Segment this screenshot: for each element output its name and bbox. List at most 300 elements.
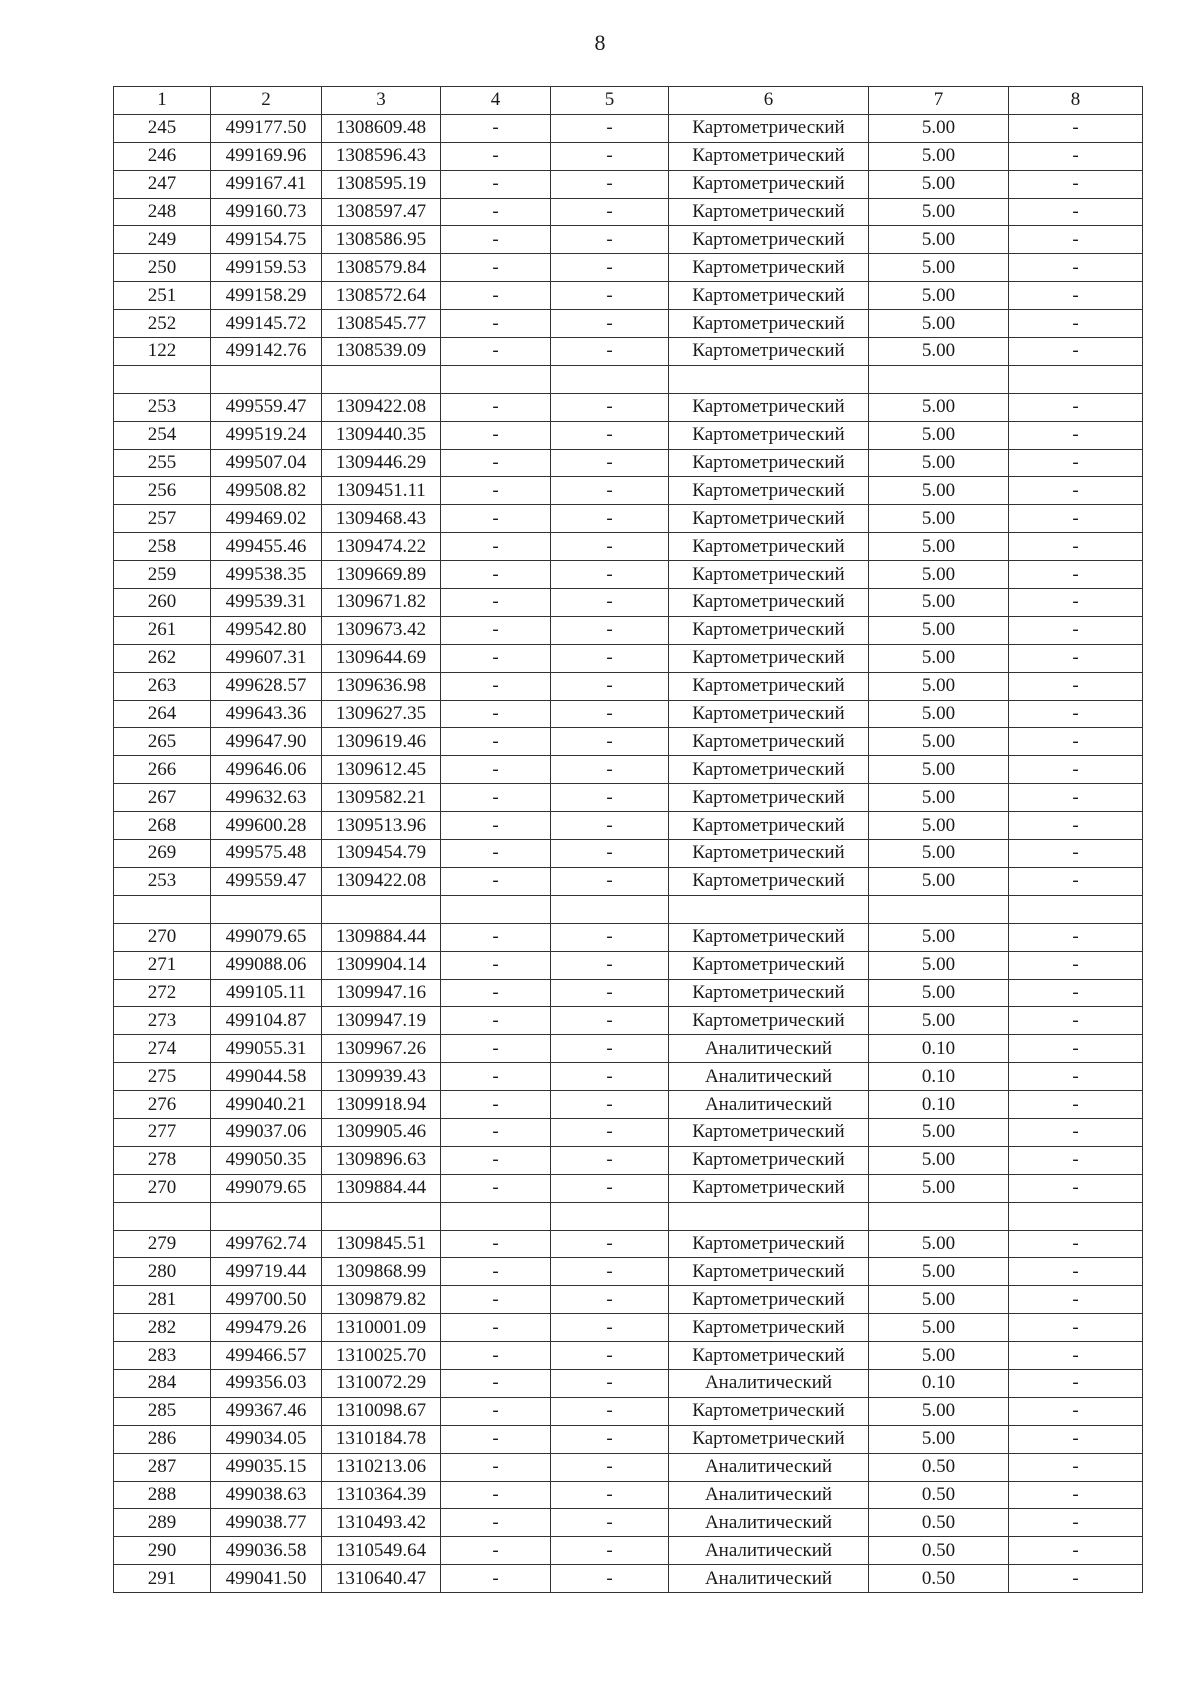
table-row xyxy=(114,756,1143,784)
table-row xyxy=(114,895,1143,923)
col-5-value-cell: - xyxy=(551,840,669,868)
col-4-value-cell: - xyxy=(441,1174,551,1202)
y-coordinate-cell: 1309669.89 xyxy=(322,561,441,589)
col-8-value-cell: - xyxy=(1009,1258,1143,1286)
col-8-value-cell: - xyxy=(1009,1063,1143,1091)
accuracy-cell: 5.00 xyxy=(869,505,1009,533)
y-coordinate-cell: 1309451.11 xyxy=(322,477,441,505)
point-number-cell: 247 xyxy=(114,170,211,198)
method-cell: Картометрический xyxy=(669,1118,869,1146)
col-4-value-cell xyxy=(441,895,551,923)
table-row xyxy=(114,282,1143,310)
method-cell: Картометрический xyxy=(669,226,869,254)
col-4-value-cell: - xyxy=(441,1369,551,1397)
point-number-cell xyxy=(114,365,211,393)
col-8-value-cell: - xyxy=(1009,561,1143,589)
col-5-value-cell: - xyxy=(551,1258,669,1286)
point-number-cell: 273 xyxy=(114,1007,211,1035)
y-coordinate-cell: 1309884.44 xyxy=(322,923,441,951)
point-number-cell: 266 xyxy=(114,756,211,784)
method-cell: Картометрический xyxy=(669,393,869,421)
point-number-cell: 270 xyxy=(114,923,211,951)
table-row xyxy=(114,477,1143,505)
method-cell: Аналитический xyxy=(669,1369,869,1397)
point-number-cell: 260 xyxy=(114,589,211,617)
y-coordinate-cell: 1308595.19 xyxy=(322,170,441,198)
table-row xyxy=(114,533,1143,561)
y-coordinate-cell: 1310025.70 xyxy=(322,1342,441,1370)
col-8-value-cell: - xyxy=(1009,254,1143,282)
x-coordinate-cell: 499519.24 xyxy=(211,421,322,449)
col-4-value-cell: - xyxy=(441,1091,551,1119)
col-8-value-cell: - xyxy=(1009,505,1143,533)
col-4-value-cell: - xyxy=(441,114,551,142)
col-4-value-cell: - xyxy=(441,505,551,533)
accuracy-cell: 5.00 xyxy=(869,923,1009,951)
y-coordinate-cell: 1309474.22 xyxy=(322,533,441,561)
table-row xyxy=(114,1286,1143,1314)
x-coordinate-cell: 499646.06 xyxy=(211,756,322,784)
col-8-value-cell: - xyxy=(1009,867,1143,895)
col-5-value-cell: - xyxy=(551,1035,669,1063)
method-cell: Картометрический xyxy=(669,728,869,756)
y-coordinate-cell: 1309619.46 xyxy=(322,728,441,756)
col-5-value-cell: - xyxy=(551,393,669,421)
x-coordinate-cell: 499104.87 xyxy=(211,1007,322,1035)
table-row xyxy=(114,1174,1143,1202)
x-coordinate-cell: 499159.53 xyxy=(211,254,322,282)
accuracy-cell: 5.00 xyxy=(869,1258,1009,1286)
method-cell: Картометрический xyxy=(669,198,869,226)
method-cell: Картометрический xyxy=(669,1174,869,1202)
point-number-cell: 263 xyxy=(114,672,211,700)
page-number: 8 xyxy=(594,30,606,55)
y-coordinate-cell: 1310072.29 xyxy=(322,1369,441,1397)
x-coordinate-cell: 499158.29 xyxy=(211,282,322,310)
x-coordinate-cell: 499542.80 xyxy=(211,616,322,644)
method-cell: Картометрический xyxy=(669,784,869,812)
y-coordinate-cell: 1309612.45 xyxy=(322,756,441,784)
x-coordinate-cell: 499169.96 xyxy=(211,142,322,170)
col-8-value-cell: - xyxy=(1009,840,1143,868)
coordinates-table xyxy=(113,86,1143,1593)
point-number-cell: 280 xyxy=(114,1258,211,1286)
col-4-value-cell: - xyxy=(441,254,551,282)
col-4-value-cell: - xyxy=(441,700,551,728)
y-coordinate-cell: 1309422.08 xyxy=(322,867,441,895)
col-4-value-cell: - xyxy=(441,1453,551,1481)
x-coordinate-cell: 499762.74 xyxy=(211,1230,322,1258)
x-coordinate-cell: 499607.31 xyxy=(211,644,322,672)
accuracy-cell: 5.00 xyxy=(869,1314,1009,1342)
y-coordinate-cell: 1310364.39 xyxy=(322,1481,441,1509)
column-header: 8 xyxy=(1009,87,1143,115)
column-header: 1 xyxy=(114,87,211,115)
table-row xyxy=(114,170,1143,198)
table-row xyxy=(114,1481,1143,1509)
x-coordinate-cell: 499628.57 xyxy=(211,672,322,700)
point-number-cell: 289 xyxy=(114,1509,211,1537)
y-coordinate-cell: 1310213.06 xyxy=(322,1453,441,1481)
col-4-value-cell: - xyxy=(441,142,551,170)
method-cell: Картометрический xyxy=(669,1258,869,1286)
method-cell: Картометрический xyxy=(669,282,869,310)
col-8-value-cell: - xyxy=(1009,644,1143,672)
point-number-cell: 281 xyxy=(114,1286,211,1314)
x-coordinate-cell: 499700.50 xyxy=(211,1286,322,1314)
y-coordinate-cell: 1309446.29 xyxy=(322,449,441,477)
col-8-value-cell: - xyxy=(1009,1369,1143,1397)
col-8-value-cell: - xyxy=(1009,1509,1143,1537)
col-4-value-cell: - xyxy=(441,784,551,812)
method-cell: Картометрический xyxy=(669,1314,869,1342)
point-number-cell: 259 xyxy=(114,561,211,589)
point-number-cell: 251 xyxy=(114,282,211,310)
col-4-value-cell: - xyxy=(441,1342,551,1370)
y-coordinate-cell xyxy=(322,1202,441,1230)
col-5-value-cell: - xyxy=(551,505,669,533)
table-row xyxy=(114,1314,1143,1342)
point-number-cell: 290 xyxy=(114,1537,211,1565)
col-8-value-cell: - xyxy=(1009,672,1143,700)
col-5-value-cell: - xyxy=(551,1063,669,1091)
y-coordinate-cell: 1309673.42 xyxy=(322,616,441,644)
point-number-cell: 253 xyxy=(114,867,211,895)
y-coordinate-cell: 1310098.67 xyxy=(322,1397,441,1425)
col-5-value-cell: - xyxy=(551,700,669,728)
col-5-value-cell: - xyxy=(551,226,669,254)
col-5-value-cell: - xyxy=(551,756,669,784)
col-5-value-cell xyxy=(551,1202,669,1230)
table-row xyxy=(114,784,1143,812)
col-4-value-cell: - xyxy=(441,310,551,338)
accuracy-cell: 5.00 xyxy=(869,1007,1009,1035)
point-number-cell: 250 xyxy=(114,254,211,282)
table-row xyxy=(114,1035,1143,1063)
method-cell: Картометрический xyxy=(669,644,869,672)
col-5-value-cell: - xyxy=(551,616,669,644)
column-header: 7 xyxy=(869,87,1009,115)
col-5-value-cell: - xyxy=(551,1007,669,1035)
col-5-value-cell: - xyxy=(551,282,669,310)
accuracy-cell: 5.00 xyxy=(869,756,1009,784)
x-coordinate-cell: 499038.77 xyxy=(211,1509,322,1537)
col-4-value-cell: - xyxy=(441,1118,551,1146)
col-4-value-cell: - xyxy=(441,1537,551,1565)
accuracy-cell: 5.00 xyxy=(869,840,1009,868)
table-row xyxy=(114,1258,1143,1286)
point-number-cell: 279 xyxy=(114,1230,211,1258)
table-row xyxy=(114,1146,1143,1174)
accuracy-cell: 5.00 xyxy=(869,254,1009,282)
x-coordinate-cell: 499559.47 xyxy=(211,867,322,895)
col-8-value-cell: - xyxy=(1009,338,1143,366)
method-cell: Картометрический xyxy=(669,1146,869,1174)
accuracy-cell: 5.00 xyxy=(869,449,1009,477)
col-5-value-cell: - xyxy=(551,867,669,895)
table-row xyxy=(114,1063,1143,1091)
col-5-value-cell: - xyxy=(551,1230,669,1258)
accuracy-cell: 0.50 xyxy=(869,1481,1009,1509)
table-header xyxy=(114,87,1143,115)
col-5-value-cell: - xyxy=(551,672,669,700)
col-8-value-cell: - xyxy=(1009,449,1143,477)
method-cell: Картометрический xyxy=(669,700,869,728)
table-row xyxy=(114,505,1143,533)
table-row xyxy=(114,616,1143,644)
y-coordinate-cell: 1309879.82 xyxy=(322,1286,441,1314)
table-row xyxy=(114,338,1143,366)
point-number-cell: 283 xyxy=(114,1342,211,1370)
method-cell: Картометрический xyxy=(669,505,869,533)
col-4-value-cell: - xyxy=(441,170,551,198)
method-cell: Картометрический xyxy=(669,840,869,868)
y-coordinate-cell: 1309671.82 xyxy=(322,589,441,617)
col-8-value-cell: - xyxy=(1009,979,1143,1007)
accuracy-cell: 0.10 xyxy=(869,1369,1009,1397)
point-number-cell: 252 xyxy=(114,310,211,338)
x-coordinate-cell: 499455.46 xyxy=(211,533,322,561)
col-5-value-cell: - xyxy=(551,1397,669,1425)
accuracy-cell: 0.10 xyxy=(869,1091,1009,1119)
accuracy-cell: 5.00 xyxy=(869,477,1009,505)
accuracy-cell: 0.50 xyxy=(869,1453,1009,1481)
col-4-value-cell: - xyxy=(441,951,551,979)
column-header: 5 xyxy=(551,87,669,115)
col-5-value-cell xyxy=(551,365,669,393)
col-5-value-cell: - xyxy=(551,1481,669,1509)
y-coordinate-cell: 1310549.64 xyxy=(322,1537,441,1565)
col-8-value-cell: - xyxy=(1009,1035,1143,1063)
table-row xyxy=(114,365,1143,393)
table-row xyxy=(114,1537,1143,1565)
y-coordinate-cell: 1309454.79 xyxy=(322,840,441,868)
accuracy-cell: 5.00 xyxy=(869,700,1009,728)
col-8-value-cell: - xyxy=(1009,1118,1143,1146)
x-coordinate-cell xyxy=(211,1202,322,1230)
x-coordinate-cell: 499154.75 xyxy=(211,226,322,254)
point-number-cell: 271 xyxy=(114,951,211,979)
accuracy-cell: 5.00 xyxy=(869,114,1009,142)
col-4-value-cell xyxy=(441,1202,551,1230)
y-coordinate-cell: 1310493.42 xyxy=(322,1509,441,1537)
method-cell: Картометрический xyxy=(669,867,869,895)
accuracy-cell xyxy=(869,895,1009,923)
column-header: 6 xyxy=(669,87,869,115)
x-coordinate-cell: 499167.41 xyxy=(211,170,322,198)
method-cell: Аналитический xyxy=(669,1091,869,1119)
accuracy-cell: 5.00 xyxy=(869,672,1009,700)
y-coordinate-cell: 1309967.26 xyxy=(322,1035,441,1063)
x-coordinate-cell: 499035.15 xyxy=(211,1453,322,1481)
col-4-value-cell: - xyxy=(441,923,551,951)
table-row xyxy=(114,1230,1143,1258)
y-coordinate-cell: 1309868.99 xyxy=(322,1258,441,1286)
col-4-value-cell: - xyxy=(441,1314,551,1342)
point-number-cell: 285 xyxy=(114,1397,211,1425)
column-header: 2 xyxy=(211,87,322,115)
method-cell: Картометрический xyxy=(669,1286,869,1314)
point-number-cell: 246 xyxy=(114,142,211,170)
col-5-value-cell: - xyxy=(551,728,669,756)
x-coordinate-cell: 499105.11 xyxy=(211,979,322,1007)
method-cell: Аналитический xyxy=(669,1481,869,1509)
col-8-value-cell: - xyxy=(1009,170,1143,198)
method-cell: Картометрический xyxy=(669,477,869,505)
x-coordinate-cell: 499177.50 xyxy=(211,114,322,142)
col-8-value-cell: - xyxy=(1009,1091,1143,1119)
y-coordinate-cell: 1308597.47 xyxy=(322,198,441,226)
method-cell: Картометрический xyxy=(669,812,869,840)
method-cell: Картометрический xyxy=(669,421,869,449)
y-coordinate-cell: 1309918.94 xyxy=(322,1091,441,1119)
x-coordinate-cell: 499044.58 xyxy=(211,1063,322,1091)
accuracy-cell: 5.00 xyxy=(869,561,1009,589)
col-5-value-cell: - xyxy=(551,198,669,226)
col-5-value-cell: - xyxy=(551,533,669,561)
point-number-cell: 122 xyxy=(114,338,211,366)
col-4-value-cell: - xyxy=(441,338,551,366)
col-4-value-cell: - xyxy=(441,728,551,756)
y-coordinate-cell: 1310001.09 xyxy=(322,1314,441,1342)
col-8-value-cell: - xyxy=(1009,1397,1143,1425)
x-coordinate-cell: 499041.50 xyxy=(211,1565,322,1593)
point-number-cell: 288 xyxy=(114,1481,211,1509)
method-cell: Картометрический xyxy=(669,1425,869,1453)
method-cell: Аналитический xyxy=(669,1453,869,1481)
col-8-value-cell: - xyxy=(1009,282,1143,310)
col-4-value-cell: - xyxy=(441,867,551,895)
accuracy-cell: 5.00 xyxy=(869,616,1009,644)
col-5-value-cell: - xyxy=(551,170,669,198)
y-coordinate-cell: 1309644.69 xyxy=(322,644,441,672)
y-coordinate-cell: 1309939.43 xyxy=(322,1063,441,1091)
method-cell: Аналитический xyxy=(669,1537,869,1565)
point-number-cell: 276 xyxy=(114,1091,211,1119)
col-4-value-cell: - xyxy=(441,1481,551,1509)
accuracy-cell: 5.00 xyxy=(869,310,1009,338)
col-4-value-cell: - xyxy=(441,282,551,310)
x-coordinate-cell: 499079.65 xyxy=(211,1174,322,1202)
point-number-cell xyxy=(114,1202,211,1230)
col-5-value-cell: - xyxy=(551,784,669,812)
method-cell: Аналитический xyxy=(669,1509,869,1537)
table-row xyxy=(114,812,1143,840)
col-4-value-cell: - xyxy=(441,198,551,226)
x-coordinate-cell: 499538.35 xyxy=(211,561,322,589)
accuracy-cell: 5.00 xyxy=(869,1118,1009,1146)
col-4-value-cell: - xyxy=(441,1258,551,1286)
column-header: 3 xyxy=(322,87,441,115)
table-row xyxy=(114,923,1143,951)
table-row xyxy=(114,728,1143,756)
accuracy-cell: 0.50 xyxy=(869,1509,1009,1537)
col-4-value-cell: - xyxy=(441,1007,551,1035)
x-coordinate-cell: 499142.76 xyxy=(211,338,322,366)
header-row xyxy=(114,87,1143,115)
point-number-cell: 255 xyxy=(114,449,211,477)
col-4-value-cell xyxy=(441,365,551,393)
col-8-value-cell: - xyxy=(1009,756,1143,784)
accuracy-cell: 5.00 xyxy=(869,867,1009,895)
x-coordinate-cell: 499040.21 xyxy=(211,1091,322,1119)
col-4-value-cell: - xyxy=(441,533,551,561)
col-5-value-cell: - xyxy=(551,1453,669,1481)
point-number-cell: 287 xyxy=(114,1453,211,1481)
table-row xyxy=(114,867,1143,895)
col-8-value-cell: - xyxy=(1009,1174,1143,1202)
col-4-value-cell: - xyxy=(441,1063,551,1091)
col-4-value-cell: - xyxy=(441,1035,551,1063)
x-coordinate-cell: 499145.72 xyxy=(211,310,322,338)
accuracy-cell: 5.00 xyxy=(869,728,1009,756)
y-coordinate-cell: 1309468.43 xyxy=(322,505,441,533)
y-coordinate-cell: 1309440.35 xyxy=(322,421,441,449)
table-row xyxy=(114,198,1143,226)
table-row xyxy=(114,700,1143,728)
x-coordinate-cell: 499575.48 xyxy=(211,840,322,868)
y-coordinate-cell: 1309845.51 xyxy=(322,1230,441,1258)
table-row xyxy=(114,644,1143,672)
y-coordinate-cell: 1308609.48 xyxy=(322,114,441,142)
col-8-value-cell: - xyxy=(1009,951,1143,979)
table-row xyxy=(114,393,1143,421)
x-coordinate-cell: 499037.06 xyxy=(211,1118,322,1146)
table-row xyxy=(114,449,1143,477)
point-number-cell: 269 xyxy=(114,840,211,868)
method-cell xyxy=(669,365,869,393)
y-coordinate-cell: 1309627.35 xyxy=(322,700,441,728)
col-4-value-cell: - xyxy=(441,1230,551,1258)
method-cell: Картометрический xyxy=(669,142,869,170)
accuracy-cell: 5.00 xyxy=(869,644,1009,672)
col-8-value-cell: - xyxy=(1009,728,1143,756)
method-cell: Картометрический xyxy=(669,533,869,561)
y-coordinate-cell: 1309422.08 xyxy=(322,393,441,421)
method-cell: Картометрический xyxy=(669,756,869,784)
x-coordinate-cell xyxy=(211,365,322,393)
table-row xyxy=(114,226,1143,254)
col-5-value-cell: - xyxy=(551,812,669,840)
col-8-value-cell: - xyxy=(1009,421,1143,449)
col-8-value-cell: - xyxy=(1009,1230,1143,1258)
table-row xyxy=(114,1397,1143,1425)
point-number-cell: 267 xyxy=(114,784,211,812)
col-8-value-cell: - xyxy=(1009,114,1143,142)
accuracy-cell: 5.00 xyxy=(869,979,1009,1007)
accuracy-cell: 5.00 xyxy=(869,198,1009,226)
accuracy-cell: 5.00 xyxy=(869,142,1009,170)
x-coordinate-cell: 499367.46 xyxy=(211,1397,322,1425)
x-coordinate-cell: 499160.73 xyxy=(211,198,322,226)
accuracy-cell: 5.00 xyxy=(869,421,1009,449)
accuracy-cell xyxy=(869,365,1009,393)
col-5-value-cell: - xyxy=(551,1342,669,1370)
col-8-value-cell: - xyxy=(1009,1481,1143,1509)
point-number-cell: 248 xyxy=(114,198,211,226)
col-8-value-cell xyxy=(1009,365,1143,393)
col-4-value-cell: - xyxy=(441,644,551,672)
accuracy-cell: 5.00 xyxy=(869,589,1009,617)
x-coordinate-cell: 499539.31 xyxy=(211,589,322,617)
y-coordinate-cell: 1309582.21 xyxy=(322,784,441,812)
col-8-value-cell: - xyxy=(1009,1537,1143,1565)
col-8-value-cell: - xyxy=(1009,1342,1143,1370)
table-row xyxy=(114,1425,1143,1453)
y-coordinate-cell: 1309905.46 xyxy=(322,1118,441,1146)
col-5-value-cell: - xyxy=(551,449,669,477)
x-coordinate-cell: 499055.31 xyxy=(211,1035,322,1063)
